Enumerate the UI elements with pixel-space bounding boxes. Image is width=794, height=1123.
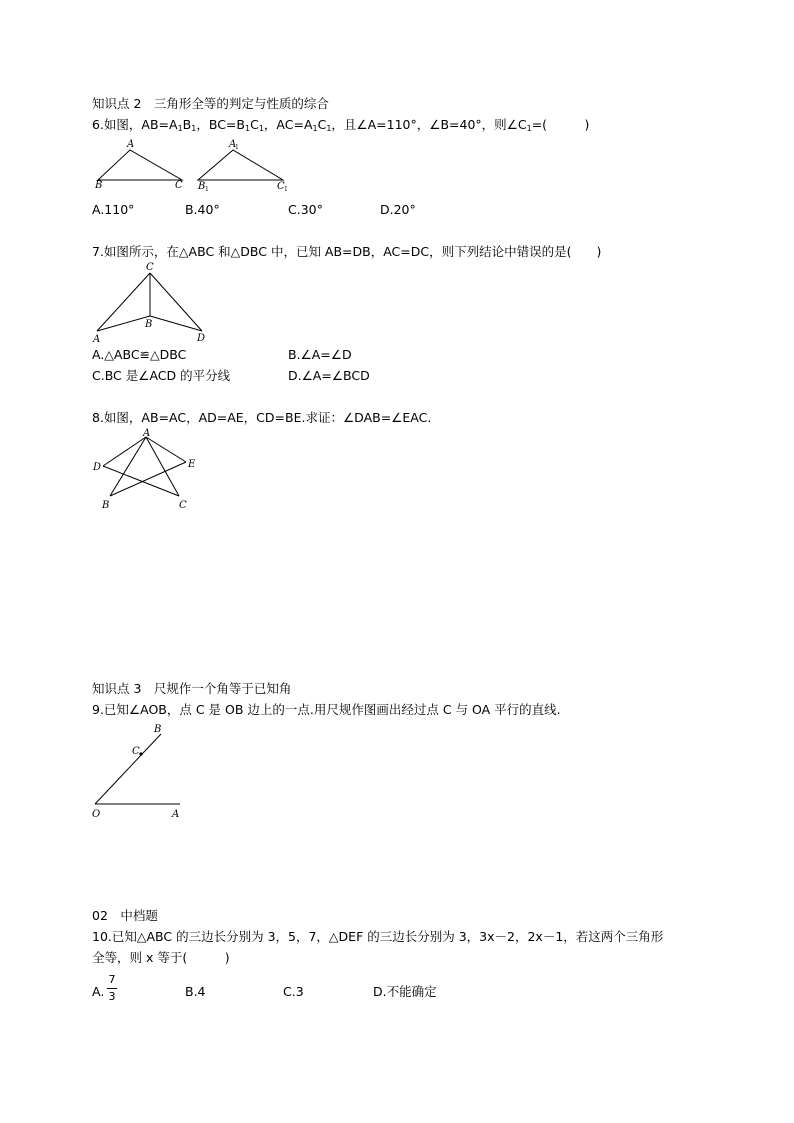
label-e: E bbox=[188, 459, 196, 470]
q7-option-b[interactable]: B.∠A=∠D bbox=[288, 347, 352, 362]
q10-option-c[interactable]: C.3 bbox=[283, 984, 304, 999]
q9-angle-figure bbox=[88, 720, 193, 820]
q10-option-b[interactable]: B.4 bbox=[185, 984, 206, 999]
label-c: C bbox=[179, 500, 187, 511]
point-c bbox=[139, 752, 142, 755]
triangle-abc bbox=[98, 150, 182, 180]
q7-option-d[interactable]: D.∠A=∠BCD bbox=[288, 368, 370, 383]
q6-option-d[interactable]: D.20° bbox=[380, 202, 416, 217]
label-a: A bbox=[172, 809, 180, 820]
q6-option-a[interactable]: A.110° bbox=[92, 202, 135, 217]
triangle-a1b1c1 bbox=[198, 150, 283, 180]
label-a: A bbox=[127, 139, 135, 150]
label-b: B bbox=[145, 319, 153, 330]
level-heading: 02 中档题 bbox=[92, 908, 158, 923]
question-10-line-1: 10.已知△ABC 的三边长分别为 3，5，7，△DEF 的三边长分别为 3，3x－2，2x－1，若这两个三角形 bbox=[92, 929, 664, 944]
question-8-stem: 8.如图，AB=AC，AD=AE，CD=BE.求证：∠DAB=∠EAC. bbox=[92, 410, 432, 425]
label-a: A bbox=[93, 334, 101, 345]
q7-option-a[interactable]: A.△ABC≌△DBC bbox=[92, 347, 187, 362]
q6-triangles-figure bbox=[90, 136, 300, 196]
label-c: C bbox=[175, 180, 183, 191]
q10-option-d[interactable]: D.不能确定 bbox=[373, 984, 437, 999]
section-2-title: 知识点 2 三角形全等的判定与性质的综合 bbox=[92, 96, 329, 111]
label-c: C bbox=[132, 746, 140, 757]
label-c1: C bbox=[277, 181, 285, 192]
question-10-line-2: 全等，则 x 等于( ) bbox=[92, 950, 230, 965]
label-c1-sub: 1 bbox=[284, 186, 288, 193]
section-3-title: 知识点 3 尺规作一个角等于已知角 bbox=[92, 681, 292, 696]
q7-option-c[interactable]: C.BC 是∠ACD 的平分线 bbox=[92, 368, 231, 383]
q8-figure bbox=[90, 426, 205, 514]
label-b1: B bbox=[198, 181, 206, 192]
label-c: C bbox=[146, 262, 154, 273]
label-a1-sub: 1 bbox=[235, 144, 239, 151]
label-a: A bbox=[143, 428, 151, 439]
fraction-numerator: 7 bbox=[108, 973, 116, 986]
label-d: D bbox=[197, 333, 206, 344]
q6-option-c[interactable]: C.30° bbox=[288, 202, 323, 217]
label-a1: A bbox=[229, 139, 237, 150]
label-b: B bbox=[95, 180, 103, 191]
q7-triangles-figure bbox=[90, 260, 215, 345]
fraction-bar bbox=[107, 988, 117, 989]
question-6-stem: 6.如图，$AB=A_1B_1$，$BC=B_1C_1$，$AC=A_1C_1$，且∠A=110°，∠B=40°，则$\angle C_1=$( ) bbox=[92, 117, 590, 133]
label-d: D bbox=[93, 462, 102, 473]
fraction-denominator: 3 bbox=[108, 990, 116, 1003]
label-b: B bbox=[154, 724, 162, 735]
label-b: B bbox=[102, 500, 110, 511]
question-9-stem: 9.已知∠AOB，点 C 是 OB 边上的一点.用尺规作图画出经过点 C 与 OA 平行的直线. bbox=[92, 702, 561, 717]
label-b1-sub: 1 bbox=[205, 186, 209, 193]
q6-option-b[interactable]: B.40° bbox=[185, 202, 220, 217]
label-o: O bbox=[92, 809, 101, 820]
q10-option-a[interactable] bbox=[92, 984, 104, 1000]
q10-option-a-prefix: A. bbox=[92, 984, 105, 999]
question-7-stem: 7.如图所示，在△ABC 和△DBC 中，已知 AB=DB，AC=DC，则下列结论中错误的是( ) bbox=[92, 244, 602, 259]
